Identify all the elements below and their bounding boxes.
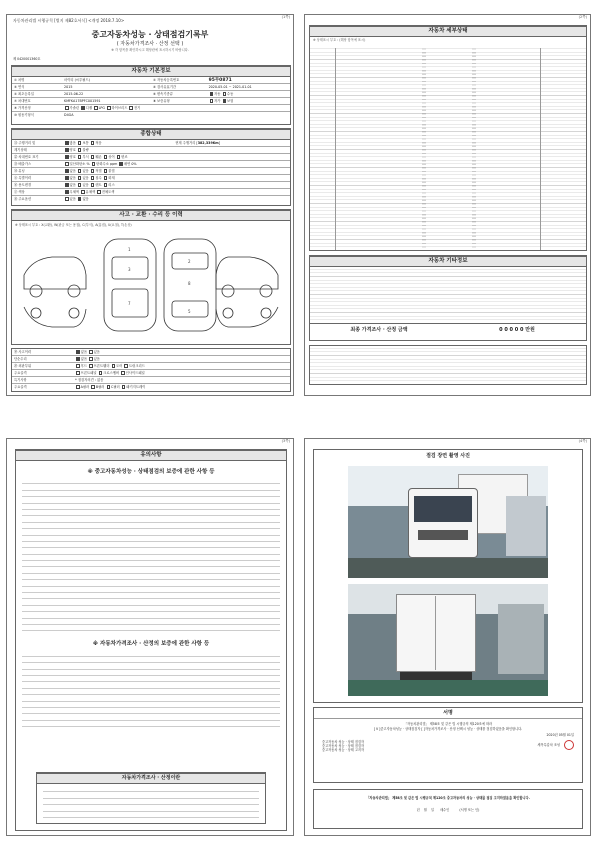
signature-statement-1: 「자동차관리법」 제58조 및 같은 법 시행규칙 제120조에 따라: [403, 722, 493, 726]
truck-front-photo: [348, 466, 548, 578]
svg-text:7: 7: [128, 301, 131, 307]
photo-header: 점검 장면 촬영 사진: [426, 453, 470, 459]
inspection-company: 세목특갑차 조성: [537, 742, 560, 747]
price-definition-title: 자동차가격조사 · 산정이란: [37, 773, 265, 784]
basic-info-header: 자동차 기본정보: [12, 66, 290, 77]
car-name: 마이티 (씨투필드): [64, 78, 90, 82]
inspection-period: 2020-05-01 ~ 2021-01-01: [208, 85, 252, 89]
serial-number: 제 0420001360호: [13, 57, 41, 61]
accident-section: 사고 · 교환 · 수리 등 이력 ※ 상태표시 부호 : X(교환), W(판금 또는 용접), C(부식), A(흠집), U(요철), T(손상) 1 3 7 2 8 5: [11, 209, 291, 345]
detail-header: 자동차 세부상태: [310, 26, 586, 37]
final-price-value: 0 0 0 0 0 만원: [499, 326, 535, 333]
warranty-section-title: ※ 중고자동차성능 · 상태점검의 보증에 관한 사항 등: [87, 469, 215, 475]
price-definition-box: [36, 772, 266, 824]
main-title: 중고자동차성능 · 상태점검기록부: [91, 30, 209, 39]
page-3: [6, 438, 294, 836]
car-diagram: [12, 229, 290, 337]
company-seal-icon: [564, 740, 574, 750]
first-registration: 2015-06-22: [64, 92, 84, 96]
svg-text:3: 3: [128, 267, 131, 273]
signature-statement-2: [ V ]중고자동차성능 · 상태점검자 [ ]자동차가격조사 · 산정 선택시 성능 · 상태를 점검하였음을 확인합니다.: [373, 727, 523, 732]
evaluation-section: ⑲ 사고이력 없음 있음 단순수리 없음 있음 ⑳ 외판부위 후드 프론트휀더 도어 트렁크리드 주요골격 프론트패널 크로스멤버 인사이드패널 특기사항 * 점검자의견 : 없음 주요골격 A필러 B필러 C필러 패키지트레이: [11, 348, 291, 392]
notice-confirm-text: 「자동차관리법」 제58조 및 같은 법 시행규칙 제120조 중고자동차의 성능 · 상태를 점검 고지하였음을 확인합니다.: [366, 796, 530, 800]
notice-header: 유의사항: [16, 450, 286, 461]
svg-text:1: 1: [128, 247, 131, 253]
page-number: (1쪽): [281, 15, 290, 19]
page-1: 자동차관리법 시행규칙 [별지 제82호서식] <개정 2018.7.10> (1쪽) 중고자동차성능 · 상태점검기록부 ( 자동차가격조사 · 산정 선택 ) ※ 각 항목을 확인하시고 해당란에 표시하시기 바랍니다. 제 0420001360호 자동차 기본정보 ① 차명 마이티 (씨투필드) ② 자동차등록번호 95무0871 ③ 연식 2015 ④ 검사유효기간 2020-05-01 ~ 2021-01-01 ⑤ 최초등록일 2015-06-22 ⑥ 변속기종류 자동 수동 ⑦ 차대번호 KMFKA17BPFC001591 ⑧ 보증유형 자가 보험 ⑨ 가격산정 가솔린 디젤 LPG 하이브리드 전기 ⑩ 원동기형식 D4GA 종합상태 ⑪ 주행거리 및 많음 보통 적음 현재 주행거리 [382,339Km] 계기상태 양호 불량 ⑫ 차대번호 표기 양호 부식 훼손 상이 변조 ⑬ 배출가스 일산화탄소 % 탄화수소 ppm 매연 0% ⑭ 튜닝 없음 있음 적법 불법 ⑮ 특별이력 없음 있음 침수 화재 ⑯ 용도변경 없음 있음 렌트 리스 ⑰ 색상 무채색 유채색 전체도색 ⑱ 주요옵션 있음 없음 사고 · 교환 · 수리 등 이력 ※ 상태표시 부호 : X(교환), W(판금 또는 용접), C(부식), A(흠집), U(요철), T(손상) 1 3 7 2 8 5 ⑲ 사고이력 없음 있음 단순수리 없음 있음 ⑳ 외판부위 후드 프론트휀더 도어 트렁크리드 주요골격 프론트패널 크로스멤버 인사이드패널 특기사항 * 점검자의견 : 없음 주요골격 A필러 B필러 C필러 패키지트레이: [6, 14, 294, 396]
other-info-section: [309, 255, 587, 341]
signature-section: 서명 「자동차관리법」 제58조 및 같은 법 시행규칙 제120조에 따라 [ V ]중고자동차성능 · 상태점검자 [ ]자동차가격조사 · 산정 선택시 성능 · 상태를 점검하였음을 확인합니다. 2020년 05월 01일 중고자동차 성능 · 상태 점검자 중고자동차 성능 · 상태 점검자 중고자동차 성능 · 상태 고지자 세목특갑차 조성: [313, 707, 583, 783]
accident-header: 사고 · 교환 · 수리 등 이력: [12, 210, 290, 221]
page-number: (4쪽): [578, 439, 587, 443]
svg-text:5: 5: [188, 309, 191, 315]
general-status-header: 종합상태: [12, 129, 290, 140]
note-section: [309, 345, 587, 385]
svg-text:2: 2: [188, 259, 191, 265]
other-info-header: 자동차 기타정보: [310, 256, 586, 267]
price-warranty-section-title: ※ 자동차가격조사 · 산정의 보증에 관한 사항 등: [92, 641, 210, 648]
subtitle: ( 자동차가격조사 · 산정 선택 ): [116, 41, 184, 47]
general-status-section: 종합상태 ⑪ 주행거리 및 많음 보통 적음 현재 주행거리 [382,339Km] 계기상태 양호 불량 ⑫ 차대번호 표기 양호 부식 훼손 상이 변조 ⑬ 배출가스 일산화탄소 % 탄화수소 ppm 매연 0% ⑭ 튜닝 없음 있음 적법 불법 ⑮ 특별이력 없음 있음 침수 화재 ⑯ 용도변경 없음 있음 렌트 리스 ⑰ 색상 무채색 유채색 전체도색 ⑱ 주요옵션 있음 없음: [11, 128, 291, 206]
model-year: 2015: [64, 85, 73, 89]
signature-date: 2020년 05월 01일: [546, 733, 574, 738]
final-price-label: 최종 가격조사 · 산정 금액: [350, 326, 408, 333]
page-number: (3쪽): [281, 439, 290, 443]
signature-header: 서명: [314, 708, 582, 719]
form-top-note: 자동차관리법 시행규칙 [별지 제82호서식] <개정 2018.7.10>: [13, 18, 125, 23]
reg-number: 95무0871: [208, 78, 232, 83]
truck-rear-photo: [348, 584, 548, 696]
notice-section: [15, 449, 287, 831]
page-number: (2쪽): [578, 15, 587, 19]
mileage: 382,339Km: [197, 141, 219, 145]
vin: KMFKA17BPFC001591: [64, 99, 101, 103]
page-4: [304, 438, 591, 836]
detail-status-section: 자동차 세부상태 ※ 상태표시 부호 : (해당 항목에 표시): [309, 25, 587, 251]
photo-section: [313, 449, 583, 703]
page-2: [304, 14, 591, 396]
basic-info-section: 자동차 기본정보 ① 차명 마이티 (씨투필드) ② 자동차등록번호 95무0871 ③ 연식 2015 ④ 검사유효기간 2020-05-01 ~ 2021-01-01 ⑤ 최초등록일 2015-06-22 ⑥ 변속기종류 자동 수동 ⑦ 차대번호 KMFKA17BPFC001591 ⑧ 보증유형 자가 보험 ⑨ 가격산정 가솔린 디젤 LPG 하이브리드 전기 ⑩ 원동기형식 D4GA: [11, 65, 291, 125]
svg-text:8: 8: [188, 281, 191, 287]
notice-confirm-section: 「자동차관리법」 제58조 및 같은 법 시행규칙 제120조 중고자동차의 성능 · 상태를 점검 고지하였음을 확인합니다. 년 월 일 매수인 (서명 또는 인): [313, 789, 583, 829]
